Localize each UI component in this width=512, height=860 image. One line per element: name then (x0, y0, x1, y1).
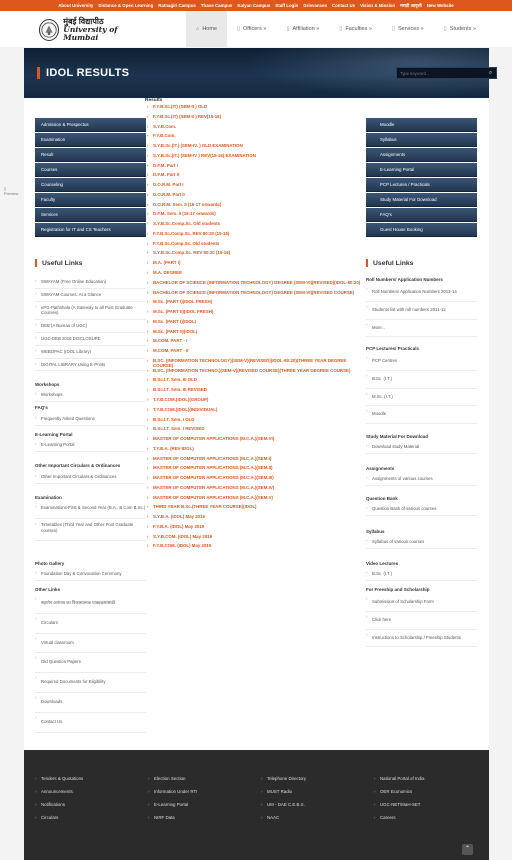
category-link[interactable]: › Circulars (35, 614, 146, 634)
useful-link[interactable]: › ePG-Pathshala (A Gateway to all Post Graduate Courses) (35, 302, 146, 321)
right-menu-item[interactable]: Moodle (366, 118, 477, 132)
useful-link[interactable]: › SWAYAM (Free Online Education) (35, 276, 146, 289)
category-links (35, 502, 146, 541)
category-heading: FAQ's (35, 405, 48, 410)
category-link[interactable]: › Assignments of various courses (366, 473, 477, 486)
nav-item-icon: ▯ (443, 26, 447, 32)
result-link[interactable]: › THIRD YEAR B.Sc.(THREE YEAR COURSE)(IDOL) (145, 505, 365, 515)
left-useful-links-list (35, 276, 146, 371)
category-link[interactable]: › B.Sc. (I.T.) (366, 371, 477, 389)
result-link[interactable]: › S.Y.B.Com. (145, 125, 365, 135)
useful-link[interactable]: › WEBOPAC (IDOL Library) (35, 346, 146, 359)
result-link[interactable]: › B.SC. (INFORMATION TECHNO.)(SEM-V)(REVISED COURSE)(THREE YEAR DEGREE COURSE) (145, 369, 365, 379)
result-link[interactable]: › BACHELOR OF SCIENCE (INFORMATION TECHNOLOGY) DEGREE (SEM-VI)(REVISED)(IDOL-80:20) (145, 281, 365, 291)
result-link[interactable]: › M.Sc. (PART I)(IDOL) (145, 320, 365, 330)
nav-item-label: Affiliation » (292, 26, 320, 32)
category-links (35, 471, 146, 484)
topbar-link[interactable]: Vision & Mission (360, 3, 396, 8)
page-title: IDOL RESULTS (46, 67, 130, 79)
useful-link[interactable]: › DIGITAL LIBRARY Using E-Prints (35, 359, 146, 372)
right-menu-item[interactable]: Assignments (366, 148, 477, 162)
topbar-link[interactable]: Kalyan Campus (237, 3, 271, 8)
right-menu-item[interactable]: PCP Lectures / Practicals (366, 178, 477, 192)
useful-link[interactable]: › UGC-DEB 2018 DISCLOSURE (35, 333, 146, 346)
category-heading: For Freeship and Scholarship (366, 587, 430, 592)
category-heading: Photo Gallery (35, 561, 65, 566)
right-menu-item[interactable]: Syllabus (366, 133, 477, 147)
category-heading: E-Learning Portal (35, 432, 73, 437)
category-link[interactable]: › Click here (366, 612, 477, 630)
result-link[interactable]: › MASTER OF COMPUTER APPLICATIONS (M.C.A.)(SEM.VI) (145, 437, 365, 447)
category-link[interactable]: › Syllabus of various courses (366, 536, 477, 549)
result-link[interactable]: › S.Y.B.Sc.(IT.) (SEM-IV. ) OLD EXAMINATION (145, 144, 365, 154)
right-menu-item[interactable]: FAQ's (366, 208, 477, 222)
category-link[interactable]: › Timetables (Third Year and Other Post Graduate courses) (35, 519, 146, 542)
footer-link[interactable]: › Announcements (35, 785, 145, 798)
banner-accent-bar (37, 67, 40, 79)
footer-link[interactable]: › Notifications (35, 798, 145, 811)
results-heading: Results (145, 98, 163, 103)
category-links (35, 594, 146, 733)
category-links (366, 353, 477, 424)
result-link[interactable]: › B.Sc.I.T. Sem. III REVISED (145, 388, 365, 398)
result-link[interactable]: › M.A. (PART I) (145, 261, 365, 271)
footer-link[interactable]: › E-Learning Portal (148, 798, 258, 811)
nav-item[interactable] (186, 11, 227, 47)
result-link[interactable]: › S.Y.B.A. (IDOL) May 2019 (145, 515, 365, 525)
topbar-link[interactable]: About University (58, 3, 94, 8)
category-links (35, 439, 146, 452)
category-heading: PCP Lectures/ Practicals (366, 346, 419, 351)
result-link[interactable]: › M.Sc. (PART II)(IDOL FRESH) (145, 310, 365, 320)
result-link[interactable]: › B.Sc.I.T. Sem. I OLD (145, 418, 365, 428)
useful-link[interactable]: › DEB (A Bureau of UGC) (35, 320, 146, 333)
topbar-link[interactable]: Staff Login (275, 3, 299, 8)
category-heading: Syllabus (366, 529, 385, 534)
right-menu-item[interactable]: Study Material For Download (366, 193, 477, 207)
result-link[interactable]: › M.Sc. (PART I)(IDOL FRESH) (145, 300, 365, 310)
footer-link[interactable]: › Information Under RTI (148, 785, 258, 798)
topbar-link[interactable]: Distance & Open Learning (98, 3, 154, 8)
nav-item-icon: ▯ (286, 26, 290, 32)
result-link[interactable]: › F.Y.B.Sc.Comp.Sc. REV 80:20 (15-16) (145, 232, 365, 242)
result-link[interactable]: › MASTER OF COMPUTER APPLICATIONS (M.C.A.)(SEM.V) (145, 496, 365, 506)
category-links (366, 441, 477, 454)
result-link[interactable]: › MASTER OF COMPUTER APPLICATIONS (M.C.A.)(SEM.III) (145, 476, 365, 486)
heading-accent-bar (366, 259, 368, 267)
footer-column (374, 772, 484, 824)
category-link[interactable]: › More... (366, 320, 477, 338)
search-input[interactable] (400, 69, 480, 78)
useful-links-title-right: Useful Links (373, 259, 414, 267)
nav-item-label: Home (202, 26, 217, 32)
category-links (35, 413, 146, 426)
category-link[interactable]: › Roll Numbers/ Application Numbers 2013-14 (366, 284, 477, 302)
right-sidebar-menu (366, 118, 477, 238)
result-link[interactable]: › MASTER OF COMPUTER APPLICATIONS (M.C.A.)(SEM.IV) (145, 486, 365, 496)
category-link[interactable]: › Required Documents for Eligibility (35, 673, 146, 693)
category-links (366, 594, 477, 647)
result-link[interactable]: › MASTER OF COMPUTER APPLICATIONS (M.C.A.)(SEM.I) (145, 457, 365, 467)
page-banner (24, 48, 493, 98)
result-link[interactable]: › D.O.R.M. Part II (145, 193, 365, 203)
result-link[interactable]: › D.F.M. Sem. II (16-17 onwards) (145, 212, 365, 222)
heading-accent-bar (35, 259, 37, 267)
nav-item-label: Faculties » (345, 26, 372, 32)
nav-item-label: Officers » (243, 26, 267, 32)
result-link[interactable]: › T.Y.B.COM.(IDOL)(GROUP) (145, 398, 365, 408)
nav-item[interactable] (329, 11, 382, 47)
category-link[interactable]: › PCP Centres (366, 353, 477, 371)
topbar-link[interactable]: Thane Campus (200, 3, 233, 8)
topbar-link[interactable]: Ratnagiri Campus (158, 3, 196, 8)
category-link[interactable]: › सहयोग अपंगत्व का विकासात्मक पाठ्यक्रमासाठी (35, 594, 146, 614)
category-link[interactable]: › Virtual classroom (35, 634, 146, 654)
left-sidebar-menu (35, 118, 146, 238)
nav-item-icon: ⌂ (196, 26, 200, 32)
left-menu-item[interactable]: Registration for IT and CS Teachers (35, 223, 146, 237)
category-link[interactable]: › Contact Us (35, 713, 146, 733)
result-link[interactable]: › F.Y.B.Com. (145, 134, 365, 144)
result-link[interactable]: › F.Y.B.A. (IDOL) May 2019 (145, 525, 365, 535)
footer-column (148, 772, 258, 824)
category-link[interactable]: › Instructions to Scholarship / Freeship Students (366, 630, 477, 648)
footer-link[interactable]: › Tenders & Quotations (35, 772, 145, 785)
left-menu-item[interactable]: Examination (35, 133, 146, 147)
results-list (145, 98, 365, 554)
topbar-link[interactable]: Contact Us (331, 3, 356, 8)
nav-item[interactable] (227, 11, 276, 47)
university-emblem-icon (39, 19, 59, 41)
category-link[interactable]: › Examinations-First & Second Year (B.A., B.Com B.Sc.) (35, 502, 146, 519)
category-links (366, 473, 477, 486)
left-menu-item[interactable]: Courses (35, 163, 146, 177)
topbar-link[interactable]: New Website (426, 3, 454, 8)
topbar-link[interactable]: Grievances (303, 3, 327, 8)
category-link[interactable]: › M.Sc. (I.T.) (366, 389, 477, 407)
category-heading: Workshops (35, 382, 60, 387)
category-links (366, 568, 477, 581)
result-link[interactable]: › T.Y.B.A. (REV-IDOL) (145, 447, 365, 457)
nav-item-label: Services » (397, 26, 424, 32)
result-link[interactable]: › F.Y.B.COM. (IDOL) May 2019 (145, 544, 365, 554)
topbar-link[interactable]: मराठी आवृत्ती (400, 2, 422, 8)
category-links (35, 568, 146, 581)
footer-link[interactable]: › NIRF Data (148, 811, 258, 824)
logo-marathi-text: मुंबई विद्यापीठ (63, 17, 104, 27)
footer-link[interactable]: › UGC-NET/MaH-SET (374, 798, 484, 811)
logo-english-text: University of Mumbai (63, 25, 118, 42)
broken-image-alt: Preview (4, 190, 19, 196)
category-link[interactable]: › Foundation Day & Convocation Ceremony (35, 568, 146, 581)
category-link[interactable]: › Workshops (35, 389, 146, 402)
nav-item-icon: ▯ (339, 26, 343, 32)
footer-column (261, 772, 371, 824)
nav-item-label: Students » (449, 26, 476, 32)
right-menu-item[interactable]: E-Learning Portal (366, 163, 477, 177)
category-link[interactable]: › Downloads (35, 693, 146, 713)
result-link[interactable]: › F.Y.B.Sc.(IT) (SEM-II ) OLD (145, 105, 365, 115)
footer-link[interactable]: › Election Section (148, 772, 258, 785)
search-icon[interactable]: ⌕ (488, 70, 493, 76)
result-link[interactable]: › F.Y.B.Sc.(IT) (SEM-II ) REV(15-16) (145, 115, 365, 125)
category-heading: Other Links (35, 587, 61, 592)
category-link[interactable]: › Old Question Papers (35, 653, 146, 673)
category-link[interactable]: › Download study Material (366, 441, 477, 454)
result-link[interactable]: › B.Sc.I.T. Sem. I REVISED (145, 427, 365, 437)
left-useful-links-heading (35, 259, 82, 267)
broken-image-icon: ▯ Preview (4, 186, 19, 196)
result-link[interactable]: › T.Y.B.COM.(IDOL)(INDIVIDUAL) (145, 408, 365, 418)
category-link[interactable]: › E-Learning Portal (35, 439, 146, 452)
left-menu-item[interactable]: Result (35, 148, 146, 162)
nav-item[interactable] (382, 11, 434, 47)
result-link[interactable]: › S.Y.B.COM. (IDOL) May 2019 (145, 535, 365, 545)
left-menu-item[interactable]: Faculty (35, 193, 146, 207)
footer-link[interactable]: › Telephone Directory (261, 772, 371, 785)
left-menu-item[interactable]: Counseling (35, 178, 146, 192)
result-link[interactable]: › S.Y.B.Sc.Comp.Sc. REV 80:20 (15-16) (145, 251, 365, 261)
category-heading: Study Material For Download (366, 434, 429, 439)
search-box (396, 67, 497, 79)
top-utility-bar (0, 0, 512, 11)
right-menu-item[interactable]: Guest House Booking (366, 223, 477, 237)
category-heading: Assignments (366, 466, 395, 471)
result-link[interactable]: › F.Y.B.Sc.Comp.Sc. Old students (145, 242, 365, 252)
result-link[interactable]: › S.Y.B.Sc.Comp.Sc. Old students (145, 222, 365, 232)
footer-link[interactable]: › UM - DAE C.E.B.S. (261, 798, 371, 811)
footer-link[interactable]: › Careers (374, 811, 484, 824)
university-logo[interactable] (39, 17, 147, 43)
result-link[interactable]: › MASTER OF COMPUTER APPLICATIONS (M.C.A.)(SEM.II) (145, 466, 365, 476)
left-menu-item[interactable]: Admission & Prospectus (35, 118, 146, 132)
category-link[interactable]: › Other Important Circulars & Ordinances (35, 471, 146, 484)
nav-item-icon: ▯ (391, 26, 395, 32)
footer-link[interactable]: › NAAC (261, 811, 371, 824)
nav-item[interactable] (276, 11, 329, 47)
result-link[interactable]: › D.F.M. Part II (145, 173, 365, 183)
result-link[interactable]: › D.O.R.M. Part I (145, 183, 365, 193)
category-links (366, 284, 477, 337)
result-link[interactable]: › S.Y.B.Sc.(IT.) (SEM-IV ) REV(15-16) EXAMINATION (145, 154, 365, 164)
category-link[interactable]: › Submission of Scholarship Form (366, 594, 477, 612)
result-link[interactable]: › BACHELOR OF SCIENCE (INFORMATION TECHNOLOGY) DEGREE (SEM-VI)(REVISED COURSE) (145, 291, 365, 301)
footer-link[interactable]: › OER Economics (374, 785, 484, 798)
category-heading: Video Lectures (366, 561, 399, 566)
footer-column (35, 772, 145, 824)
main-navigation (186, 11, 486, 47)
category-heading: Other Important Circulars & Ordinances (35, 463, 121, 468)
category-links (366, 536, 477, 549)
nav-item-icon: ▯ (237, 26, 241, 32)
scroll-to-top-icon[interactable]: ⌃ (462, 844, 473, 855)
category-links (35, 389, 146, 402)
category-heading: Question Bank (366, 496, 398, 501)
category-link[interactable]: › Moodle (366, 406, 477, 424)
result-link[interactable]: › D.F.M. Part I (145, 164, 365, 174)
footer-link[interactable]: › MUST Radio (261, 785, 371, 798)
result-link[interactable]: › M.Sc. (PART II)(IDOL) (145, 330, 365, 340)
nav-item[interactable] (434, 11, 486, 47)
result-link[interactable]: › B.SC. (INFORMATION TECHNOLOGY)(SEM-V)(REVISED)(IDOL-80:20)(THREE YEAR DEGREE COURSE) (145, 359, 365, 369)
useful-links-title-left: Useful Links (42, 259, 83, 267)
useful-link[interactable]: › SWAYAM Courses: At a Glance (35, 289, 146, 302)
footer-link[interactable]: › Circulars (35, 811, 145, 824)
result-link[interactable]: › M.COM. PART - I (145, 339, 365, 349)
result-link[interactable]: › M.A. DEGREE (145, 271, 365, 281)
right-useful-links-heading (366, 259, 413, 267)
category-link[interactable]: › Question Bank of various courses (366, 503, 477, 516)
category-heading: Roll Numbers/ Application Numbers (366, 277, 443, 282)
category-link[interactable]: › Students list with roll numbers 2011-12 (366, 302, 477, 320)
category-link[interactable]: › B.Sc. (I.T.) (366, 568, 477, 581)
result-link[interactable]: › M.COM. PART - II (145, 349, 365, 359)
category-links (366, 503, 477, 516)
left-menu-item[interactable]: Services (35, 208, 146, 222)
category-heading: Examination (35, 495, 62, 500)
footer-link[interactable]: › National Portal of India (374, 772, 484, 785)
result-link[interactable]: › D.O.R.M. Sem. II (16-17 onwards) (145, 203, 365, 213)
result-link[interactable]: › B.Sc.I.T. Sem. III OLD (145, 378, 365, 388)
category-link[interactable]: › Frequently Asked Questions (35, 413, 146, 426)
